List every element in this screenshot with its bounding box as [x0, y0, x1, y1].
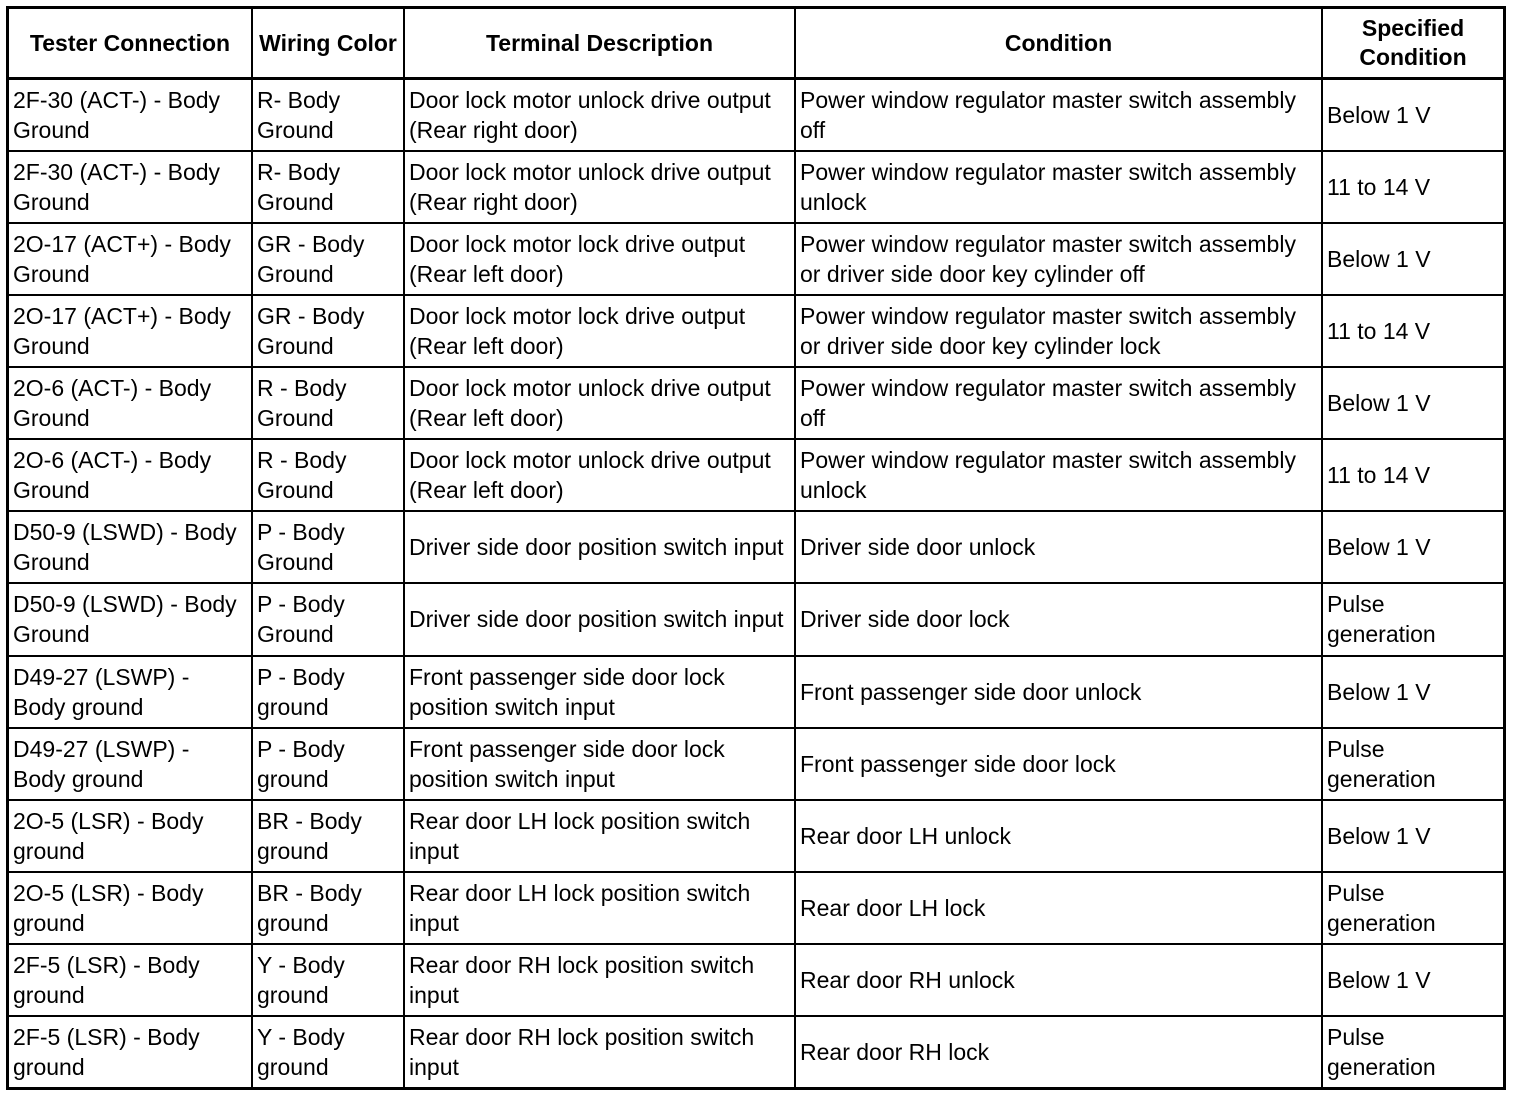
table-row	[9, 944, 1503, 1016]
cell-terminal-description: Door lock motor unlock drive output (Rear left door)	[404, 367, 795, 439]
cell-tester-connection: D49-27 (LSWP) - Body ground	[9, 728, 252, 800]
cell-condition: Power window regulator master switch assembly or driver side door key cylinder lock	[795, 295, 1322, 367]
cell-terminal-description: Front passenger side door lock position switch input	[404, 656, 795, 728]
cell-terminal-description: Rear door RH lock position switch input	[404, 944, 795, 1016]
cell-condition: Rear door RH lock	[795, 1016, 1322, 1087]
cell-tester-connection: 2O-5 (LSR) - Body ground	[9, 872, 252, 944]
cell-tester-connection: 2F-5 (LSR) - Body ground	[9, 1016, 252, 1087]
table-row	[9, 223, 1503, 295]
cell-condition: Power window regulator master switch assembly off	[795, 79, 1322, 152]
cell-condition: Driver side door lock	[795, 583, 1322, 655]
table-row	[9, 295, 1503, 367]
cell-specified-condition: Pulse generation	[1322, 872, 1503, 944]
cell-condition: Power window regulator master switch assembly unlock	[795, 439, 1322, 511]
cell-specified-condition: Pulse generation	[1322, 728, 1503, 800]
cell-terminal-description: Door lock motor unlock drive output (Rear left door)	[404, 439, 795, 511]
cell-terminal-description: Door lock motor lock drive output (Rear left door)	[404, 295, 795, 367]
cell-tester-connection: 2O-5 (LSR) - Body ground	[9, 800, 252, 872]
cell-condition: Rear door LH lock	[795, 872, 1322, 944]
cell-terminal-description: Rear door LH lock position switch input	[404, 872, 795, 944]
table-row	[9, 800, 1503, 872]
header-wiring-color: Wiring Color	[252, 9, 404, 79]
cell-specified-condition: Pulse generation	[1322, 1016, 1503, 1087]
cell-specified-condition: Below 1 V	[1322, 800, 1503, 872]
header-specified-condition: Specified Condition	[1322, 9, 1503, 79]
specification-table-frame	[6, 6, 1506, 1090]
cell-wiring-color: R - Body Ground	[252, 367, 404, 439]
table-row	[9, 511, 1503, 583]
cell-specified-condition: 11 to 14 V	[1322, 151, 1503, 223]
cell-wiring-color: BR - Body ground	[252, 872, 404, 944]
cell-wiring-color: R - Body Ground	[252, 439, 404, 511]
table-row	[9, 1016, 1503, 1087]
table-header	[9, 9, 1503, 79]
cell-tester-connection: D50-9 (LSWD) - Body Ground	[9, 511, 252, 583]
cell-tester-connection: 2O-6 (ACT-) - Body Ground	[9, 439, 252, 511]
cell-condition: Front passenger side door unlock	[795, 656, 1322, 728]
cell-wiring-color: GR - Body Ground	[252, 223, 404, 295]
cell-terminal-description: Driver side door position switch input	[404, 583, 795, 655]
header-terminal-description: Terminal Description	[404, 9, 795, 79]
cell-wiring-color: BR - Body ground	[252, 800, 404, 872]
cell-specified-condition: Below 1 V	[1322, 656, 1503, 728]
cell-terminal-description: Door lock motor unlock drive output (Rear right door)	[404, 151, 795, 223]
cell-wiring-color: P - Body Ground	[252, 511, 404, 583]
cell-wiring-color: R- Body Ground	[252, 151, 404, 223]
cell-condition: Rear door RH unlock	[795, 944, 1322, 1016]
header-condition: Condition	[795, 9, 1322, 79]
cell-condition: Driver side door unlock	[795, 511, 1322, 583]
header-tester-connection: Tester Connection	[9, 9, 252, 79]
table-row	[9, 728, 1503, 800]
table-row	[9, 656, 1503, 728]
cell-terminal-description: Door lock motor lock drive output (Rear left door)	[404, 223, 795, 295]
cell-condition: Power window regulator master switch assembly unlock	[795, 151, 1322, 223]
cell-tester-connection: 2F-30 (ACT-) - Body Ground	[9, 151, 252, 223]
cell-wiring-color: Y - Body ground	[252, 944, 404, 1016]
cell-terminal-description: Driver side door position switch input	[404, 511, 795, 583]
cell-wiring-color: Y - Body ground	[252, 1016, 404, 1087]
cell-tester-connection: 2O-6 (ACT-) - Body Ground	[9, 367, 252, 439]
cell-tester-connection: 2O-17 (ACT+) - Body Ground	[9, 223, 252, 295]
cell-wiring-color: P - Body ground	[252, 728, 404, 800]
table-row	[9, 583, 1503, 655]
cell-condition: Front passenger side door lock	[795, 728, 1322, 800]
cell-tester-connection: D50-9 (LSWD) - Body Ground	[9, 583, 252, 655]
cell-specified-condition: 11 to 14 V	[1322, 439, 1503, 511]
cell-wiring-color: P - Body ground	[252, 656, 404, 728]
cell-specified-condition: Below 1 V	[1322, 223, 1503, 295]
cell-terminal-description: Rear door LH lock position switch input	[404, 800, 795, 872]
table-row	[9, 151, 1503, 223]
table-row	[9, 79, 1503, 152]
cell-specified-condition: Below 1 V	[1322, 511, 1503, 583]
cell-specified-condition: Below 1 V	[1322, 944, 1503, 1016]
cell-terminal-description: Front passenger side door lock position switch input	[404, 728, 795, 800]
cell-specified-condition: Pulse generation	[1322, 583, 1503, 655]
cell-tester-connection: D49-27 (LSWP) - Body ground	[9, 656, 252, 728]
cell-condition: Rear door LH unlock	[795, 800, 1322, 872]
cell-wiring-color: GR - Body Ground	[252, 295, 404, 367]
cell-specified-condition: Below 1 V	[1322, 367, 1503, 439]
cell-condition: Power window regulator master switch assembly off	[795, 367, 1322, 439]
table-row	[9, 367, 1503, 439]
cell-specified-condition: Below 1 V	[1322, 79, 1503, 152]
table-row	[9, 439, 1503, 511]
cell-condition: Power window regulator master switch assembly or driver side door key cylinder off	[795, 223, 1322, 295]
cell-tester-connection: 2F-30 (ACT-) - Body Ground	[9, 79, 252, 152]
cell-specified-condition: 11 to 14 V	[1322, 295, 1503, 367]
cell-terminal-description: Rear door RH lock position switch input	[404, 1016, 795, 1087]
cell-tester-connection: 2O-17 (ACT+) - Body Ground	[9, 295, 252, 367]
cell-terminal-description: Door lock motor unlock drive output (Rear right door)	[404, 79, 795, 152]
table-row	[9, 872, 1503, 944]
header-row	[9, 9, 1503, 79]
cell-wiring-color: R- Body Ground	[252, 79, 404, 152]
table-body	[9, 79, 1503, 1088]
cell-wiring-color: P - Body Ground	[252, 583, 404, 655]
cell-tester-connection: 2F-5 (LSR) - Body ground	[9, 944, 252, 1016]
terminal-voltage-table	[9, 9, 1503, 1087]
